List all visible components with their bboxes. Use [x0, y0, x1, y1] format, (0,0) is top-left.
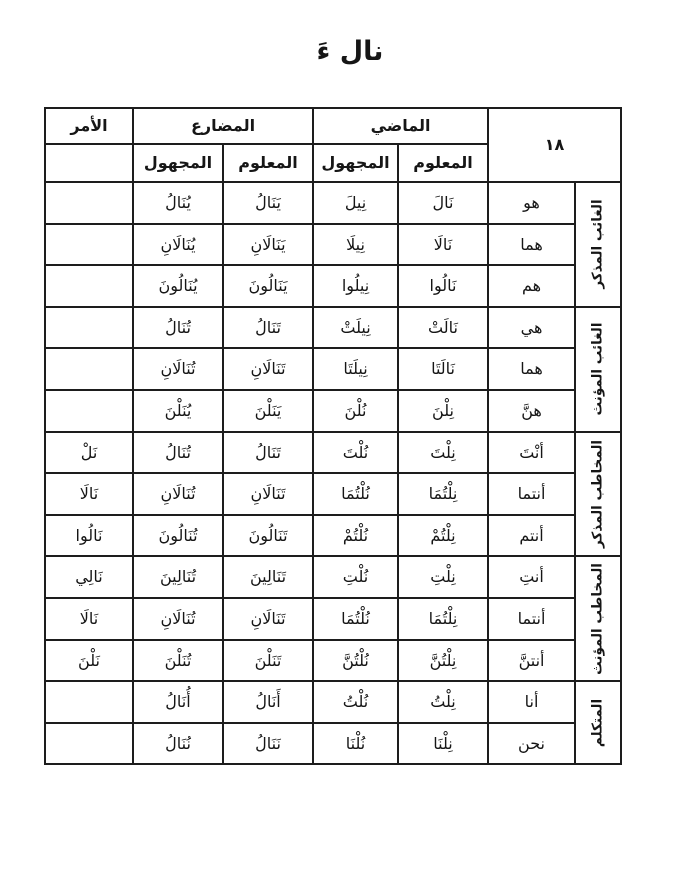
past-passive-cell: نِيلُوا — [313, 265, 398, 307]
table-row — [45, 556, 621, 598]
imperative-cell — [45, 681, 133, 723]
past-passive-cell: نُلْتُ — [313, 681, 398, 723]
present-passive-cell: تُنَالَانِ — [133, 598, 223, 640]
present-passive-cell: أُنَالُ — [133, 681, 223, 723]
imperative-cell — [45, 390, 133, 432]
present-passive-cell: يُنَلْنَ — [133, 390, 223, 432]
past-passive-cell: نِيلَ — [313, 182, 398, 224]
header-imperative: الأمر — [45, 108, 133, 144]
header-past-active: المعلوم — [398, 144, 488, 182]
table-row — [45, 348, 621, 390]
imperative-cell: نَلْنَ — [45, 640, 133, 682]
pronoun-cell: أنتما — [488, 473, 575, 515]
imperative-cell — [45, 723, 133, 765]
pronoun-cell: هي — [488, 307, 575, 349]
imperative-cell: نَلْ — [45, 432, 133, 474]
past-passive-cell: نُلْتُمَا — [313, 473, 398, 515]
pronoun-cell: أنتِ — [488, 556, 575, 598]
present-active-cell: تَنَالُ — [223, 307, 313, 349]
group-label-text: المتكلم — [589, 698, 606, 747]
imperative-cell — [45, 265, 133, 307]
present-active-cell: تَنَالُ — [223, 432, 313, 474]
group-label-wrap — [576, 308, 620, 431]
present-passive-cell: تُنَالُ — [133, 307, 223, 349]
table-row — [45, 515, 621, 557]
imperative-cell: نَالَا — [45, 598, 133, 640]
present-active-cell: تَنَالَانِ — [223, 598, 313, 640]
past-active-cell: نِلْتُ — [398, 681, 488, 723]
imperative-cell — [45, 307, 133, 349]
pronoun-cell: أنتنَّ — [488, 640, 575, 682]
table-row — [45, 182, 621, 224]
present-passive-cell: يُنَالُ — [133, 182, 223, 224]
group-label-text: المخاطب المؤنث — [589, 562, 606, 675]
pronoun-cell: أنْتَ — [488, 432, 575, 474]
group-label-1 — [575, 307, 621, 432]
table-row — [45, 473, 621, 515]
header-present: المضارع — [133, 108, 313, 144]
table-row — [45, 723, 621, 765]
table-number-cell: ١٨ — [488, 108, 621, 182]
past-passive-cell: نِيلَا — [313, 224, 398, 266]
group-label-wrap — [576, 682, 620, 763]
table-row — [45, 265, 621, 307]
pronoun-cell: أنتما — [488, 598, 575, 640]
present-passive-cell: تُنَلْنَ — [133, 640, 223, 682]
group-label-4 — [575, 681, 621, 764]
present-active-cell: يَنَالُ — [223, 182, 313, 224]
past-active-cell: نِلْتُمَا — [398, 598, 488, 640]
present-passive-cell: تُنَالِينَ — [133, 556, 223, 598]
past-active-cell: نَالَا — [398, 224, 488, 266]
past-active-cell: نَالَتْ — [398, 307, 488, 349]
present-active-cell: تَنَالِينَ — [223, 556, 313, 598]
group-label-text: المخاطب المذكر — [589, 439, 606, 548]
table-row — [45, 681, 621, 723]
table-row — [45, 224, 621, 266]
pronoun-cell: أنا — [488, 681, 575, 723]
group-label-3 — [575, 556, 621, 681]
past-active-cell: نَالُوا — [398, 265, 488, 307]
present-passive-cell: تُنَالُ — [133, 432, 223, 474]
imperative-cell — [45, 348, 133, 390]
imperative-cell — [45, 182, 133, 224]
header-present-active: المعلوم — [223, 144, 313, 182]
table-row — [45, 598, 621, 640]
past-active-cell: نِلْتُمْ — [398, 515, 488, 557]
present-active-cell: يَنَلْنَ — [223, 390, 313, 432]
imperative-cell — [45, 224, 133, 266]
pronoun-cell: هما — [488, 224, 575, 266]
header-present-passive: المجهول — [133, 144, 223, 182]
past-active-cell: نِلْتِ — [398, 556, 488, 598]
header-imperative-empty — [45, 144, 133, 182]
present-active-cell: تَنَلْنَ — [223, 640, 313, 682]
past-active-cell: نِلْتُمَا — [398, 473, 488, 515]
present-active-cell: تَنَالُونَ — [223, 515, 313, 557]
table-row — [45, 307, 621, 349]
past-passive-cell: نُلْتِ — [313, 556, 398, 598]
pronoun-cell: نحن — [488, 723, 575, 765]
present-passive-cell: تُنَالَانِ — [133, 348, 223, 390]
present-passive-cell: يُنَالَانِ — [133, 224, 223, 266]
group-label-2 — [575, 432, 621, 557]
past-passive-cell: نُلْنَ — [313, 390, 398, 432]
table-row — [45, 390, 621, 432]
present-passive-cell: تُنَالَانِ — [133, 473, 223, 515]
pronoun-cell: هو — [488, 182, 575, 224]
past-active-cell: نِلْنَا — [398, 723, 488, 765]
pronoun-cell: هم — [488, 265, 575, 307]
past-active-cell: نِلْتَ — [398, 432, 488, 474]
group-label-wrap — [576, 433, 620, 556]
past-active-cell: نِلْنَ — [398, 390, 488, 432]
present-active-cell: يَنَالَانِ — [223, 224, 313, 266]
past-active-cell: نَالَتَا — [398, 348, 488, 390]
past-passive-cell: نُلْتُنَّ — [313, 640, 398, 682]
pronoun-cell: هما — [488, 348, 575, 390]
page-title: نال ءَ — [316, 36, 384, 67]
present-passive-cell: تُنَالُونَ — [133, 515, 223, 557]
past-passive-cell: نُلْتَ — [313, 432, 398, 474]
present-active-cell: تَنَالَانِ — [223, 473, 313, 515]
conjugation-table — [44, 107, 622, 765]
imperative-cell: نَالَا — [45, 473, 133, 515]
group-label-wrap — [576, 183, 620, 306]
present-passive-cell: يُنَالُونَ — [133, 265, 223, 307]
header-past: الماضي — [313, 108, 488, 144]
group-label-wrap — [576, 557, 620, 680]
present-passive-cell: نُنَالُ — [133, 723, 223, 765]
present-active-cell: نَنَالُ — [223, 723, 313, 765]
present-active-cell: تَنَالَانِ — [223, 348, 313, 390]
past-passive-cell: نِيلَتَا — [313, 348, 398, 390]
group-label-text: الغائب المؤنث — [589, 322, 606, 416]
past-passive-cell: نُلْنَا — [313, 723, 398, 765]
past-active-cell: نَالَ — [398, 182, 488, 224]
header-past-passive: المجهول — [313, 144, 398, 182]
present-active-cell: أَنَالُ — [223, 681, 313, 723]
past-passive-cell: نُلْتُمْ — [313, 515, 398, 557]
past-passive-cell: نِيلَتْ — [313, 307, 398, 349]
table-row — [45, 640, 621, 682]
past-passive-cell: نُلْتُمَا — [313, 598, 398, 640]
table-row — [45, 432, 621, 474]
imperative-cell: نَالُوا — [45, 515, 133, 557]
group-label-text: الغائب المذكر — [589, 199, 606, 290]
past-active-cell: نِلْتُنَّ — [398, 640, 488, 682]
present-active-cell: يَنَالُونَ — [223, 265, 313, 307]
pronoun-cell: هنَّ — [488, 390, 575, 432]
pronoun-cell: أنتم — [488, 515, 575, 557]
group-label-0 — [575, 182, 621, 307]
header-row-1 — [45, 108, 621, 144]
imperative-cell: نَالِي — [45, 556, 133, 598]
